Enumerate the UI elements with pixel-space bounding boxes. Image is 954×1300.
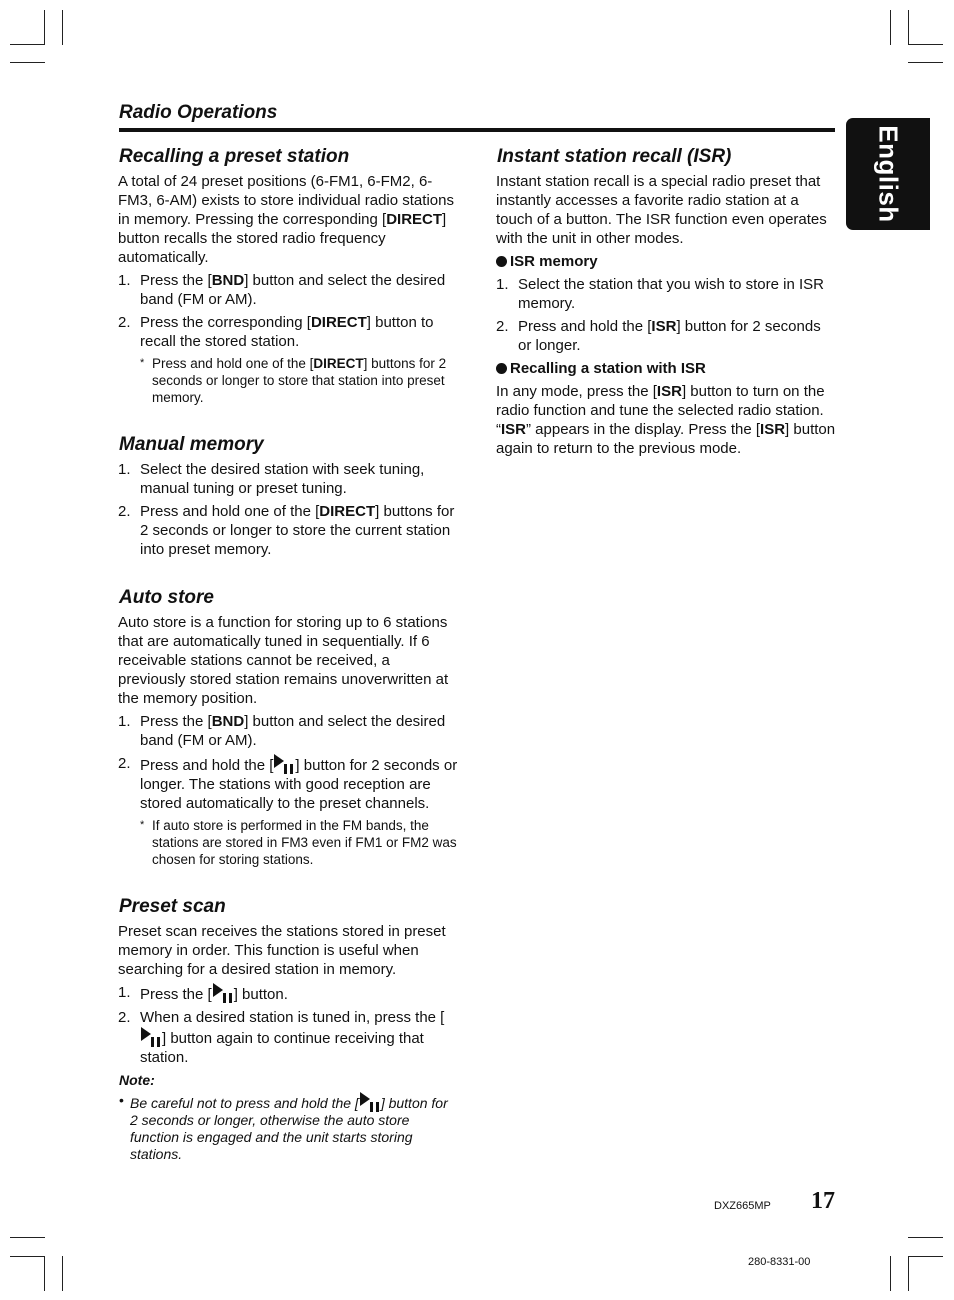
list-item: 2. When a desired station is tuned in, press the [] button again to continue receiving that station. bbox=[118, 1009, 445, 1066]
crop-mark bbox=[44, 10, 45, 45]
crop-mark bbox=[10, 1237, 45, 1238]
crop-mark bbox=[890, 10, 891, 45]
document-code: 280-8331-00 bbox=[748, 1256, 811, 1268]
scan-steps bbox=[118, 983, 458, 1067]
page-number: 17 bbox=[811, 1188, 835, 1214]
play-pause-icon bbox=[140, 1027, 162, 1047]
crop-mark bbox=[908, 44, 943, 45]
header-rule bbox=[119, 128, 835, 132]
isr-steps bbox=[496, 275, 838, 355]
crop-mark bbox=[10, 1256, 45, 1257]
list-item: 2. Press and hold the [ISR] button for 2 seconds or longer. bbox=[496, 318, 821, 354]
preset-steps bbox=[118, 271, 458, 351]
isr-memory-heading: ISR memory bbox=[496, 252, 838, 271]
list-item: 2. Press the corresponding [DIRECT] button to recall the stored station. bbox=[118, 314, 434, 350]
auto-intro: Auto store is a function for storing up to 6 stations that are automatically tuned in sequentially. If 6 receivable stations cannot be received, a previously stored station remains unoverwritten at the memory position. bbox=[118, 614, 449, 707]
crop-mark bbox=[908, 10, 909, 45]
list-item: 1. Press the [BND] button and select the desired band (FM or AM). bbox=[118, 713, 446, 749]
language-tab-label: English bbox=[873, 125, 904, 223]
heading-auto-store: Auto store bbox=[119, 587, 214, 608]
list-item: 1. Press the [ ] button. bbox=[118, 984, 288, 1003]
heading-preset-scan: Preset scan bbox=[119, 896, 226, 917]
bullet-dot-icon bbox=[496, 256, 507, 267]
crop-mark bbox=[890, 1256, 891, 1291]
crop-mark bbox=[62, 10, 63, 45]
note-item: • Be careful not to press and hold the [ ] button for 2 seconds or longer, otherwise the auto store function is engaged and the unit starts storing stations. bbox=[119, 1092, 448, 1162]
crop-mark bbox=[10, 62, 45, 63]
preset-intro: A total of 24 preset positions (6-FM1, 6-FM2, 6-FM3, 6-AM) exists to store individual radio stations in memory. Pressing the corresponding [DIRECT] button recalls the stored radio frequency automatically. bbox=[118, 173, 454, 266]
isr-recall-heading: Recalling a station with ISR bbox=[496, 359, 838, 378]
play-pause-icon bbox=[212, 983, 234, 1003]
model-number: DXZ665MP bbox=[714, 1200, 771, 1212]
manual-steps bbox=[118, 460, 458, 559]
auto-steps bbox=[118, 712, 458, 813]
list-item: 2. Press and hold one of the [DIRECT] buttons for 2 seconds or longer to store the current station into preset memory. bbox=[118, 503, 455, 558]
language-tab bbox=[846, 118, 930, 230]
isr-recall-text: In any mode, press the [ISR] button to turn on the radio function and tune the selected radio station. “ISR” appears in the display. Press the [ISR] button again to return to the previous mode. bbox=[496, 383, 836, 457]
crop-mark bbox=[10, 44, 45, 45]
list-item: 1. Select the station that you wish to store in ISR memory. bbox=[496, 276, 824, 312]
list-item: 2. Press and hold the [ ] button for 2 seconds or longer. The stations with good reception are stored automatically to the preset channels. bbox=[118, 755, 458, 812]
preset-asterisk-note: * Press and hold one of the [DIRECT] buttons for 2 seconds or longer to store that station into preset memory. bbox=[140, 356, 447, 405]
crop-mark bbox=[908, 62, 943, 63]
scan-intro: Preset scan receives the stations stored in preset memory in order. This function is useful when searching for a desired station in memory. bbox=[118, 923, 446, 978]
list-item: 1. Press the [BND] button and select the desired band (FM or AM). bbox=[118, 272, 446, 308]
note-label: Note: bbox=[119, 1072, 155, 1088]
crop-mark bbox=[908, 1237, 943, 1238]
isr-intro: Instant station recall is a special radio preset that instantly accesses a favorite radio station at a touch of a button. The ISR function even operates with the unit in other modes. bbox=[496, 173, 827, 247]
auto-asterisk-note: * If auto store is performed in the FM bands, the stations are stored in FM3 even if FM1 or FM2 was chosen for storing stations. bbox=[140, 818, 457, 867]
bullet-dot-icon bbox=[496, 363, 507, 374]
right-column bbox=[496, 146, 838, 462]
crop-mark bbox=[908, 1256, 909, 1291]
left-column bbox=[118, 146, 458, 1163]
crop-mark bbox=[44, 1256, 45, 1291]
play-pause-icon bbox=[273, 754, 295, 774]
heading-manual-memory: Manual memory bbox=[119, 434, 264, 455]
crop-mark bbox=[62, 1256, 63, 1291]
section-title: Radio Operations bbox=[119, 102, 278, 123]
heading-isr: Instant station recall (ISR) bbox=[497, 146, 732, 167]
crop-mark bbox=[908, 1256, 943, 1257]
heading-recalling-preset: Recalling a preset station bbox=[119, 146, 350, 167]
list-item: 1. Select the desired station with seek tuning, manual tuning or preset tuning. bbox=[118, 461, 425, 497]
play-pause-icon bbox=[359, 1092, 381, 1112]
